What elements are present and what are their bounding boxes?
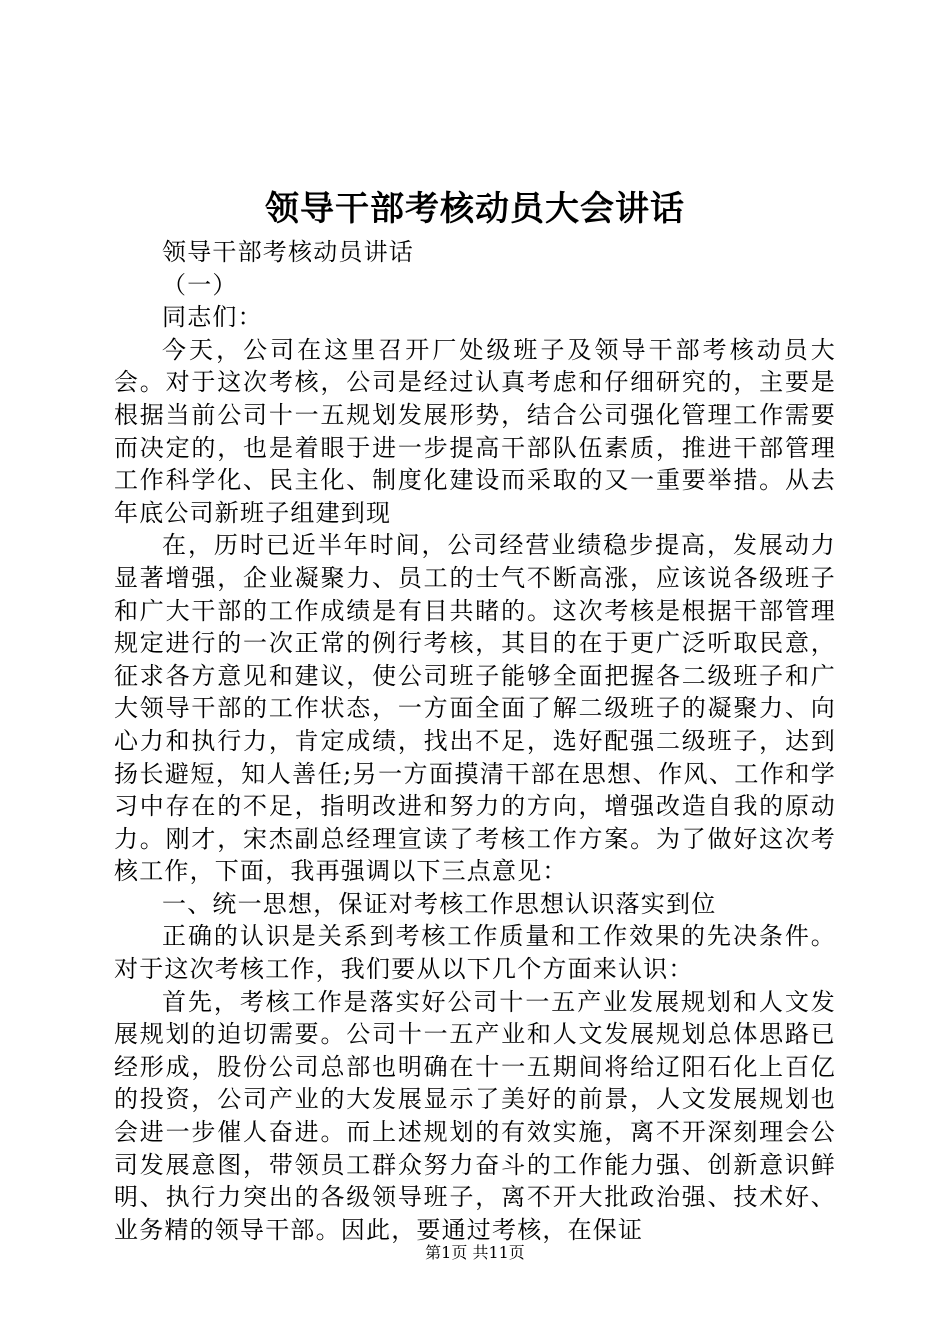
body-paragraph: 正确的认识是关系到考核工作质量和工作效果的先决条件。对于这次考核工作，我们要从以下几个方面来认识：: [114, 922, 836, 984]
speech-subtitle: 领导干部考核动员讲话: [162, 238, 414, 266]
salutation: 同志们：: [162, 303, 263, 332]
body-paragraph: 首先，考核工作是落实好公司十一五产业发展规划和人文发展规划的迫切需要。公司十一五产业和人文发展规划总体思路已经形成，股份公司总部也明确在十一五期间将给辽阳石化上百亿的投资，公司产业的大发展显示了美好的前景，人文发展规划也会进一步催人奋进。而上述规划的有效实施，离不开深刻理会公司发展意图，带领员工群众努力奋斗的工作能力强、创新意识鲜明、执行力突出的各级领导班子，离不开大批政治强、技术好、业务精的领导干部。因此，要通过考核，在保证: [114, 987, 836, 1244]
document-title: 领导干部考核动员大会讲话: [265, 189, 685, 229]
document-body: [114, 236, 836, 1246]
section-number: （一）: [162, 270, 238, 299]
section-heading: 一、统一思想，保证对考核工作思想认识落实到位: [162, 889, 717, 918]
body-paragraph: 在，历时已近半年时间，公司经营业绩稳步提高，发展动力显著增强，企业凝聚力、员工的士气不断高涨，应该说各级班子和广大干部的工作成绩是有目共睹的。这次考核是根据干部管理规定进行的一次正常的例行考核，其目的在于更广泛听取民意，征求各方意见和建议，使公司班子能够全面把握各二级班子和广大领导干部的工作状态，一方面全面了解二级班子的凝聚力、向心力和执行力，肯定成绩，找出不足，选好配强二级班子，达到扬长避短，知人善任;另一方面摸清干部在思想、作风、工作和学习中存在的不足，指明改进和努力的方向，增强改造自我的原动力。刚才，宋杰副总经理宣读了考核工作方案。为了做好这次考核工作，下面，我再强调以下三点意见：: [114, 531, 836, 886]
page-footer: 第1页 共11页: [425, 1243, 525, 1262]
body-paragraph: 今天，公司在这里召开厂处级班子及领导干部考核动员大会。对于这次考核，公司是经过认真考虑和仔细研究的，主要是根据当前公司十一五规划发展形势，结合公司强化管理工作需要而决定的，也是着眼于进一步提高干部队伍素质，推进干部管理工作科学化、民主化、制度化建设而采取的又一重要举措。从去年底公司新班子组建到现: [114, 335, 836, 527]
